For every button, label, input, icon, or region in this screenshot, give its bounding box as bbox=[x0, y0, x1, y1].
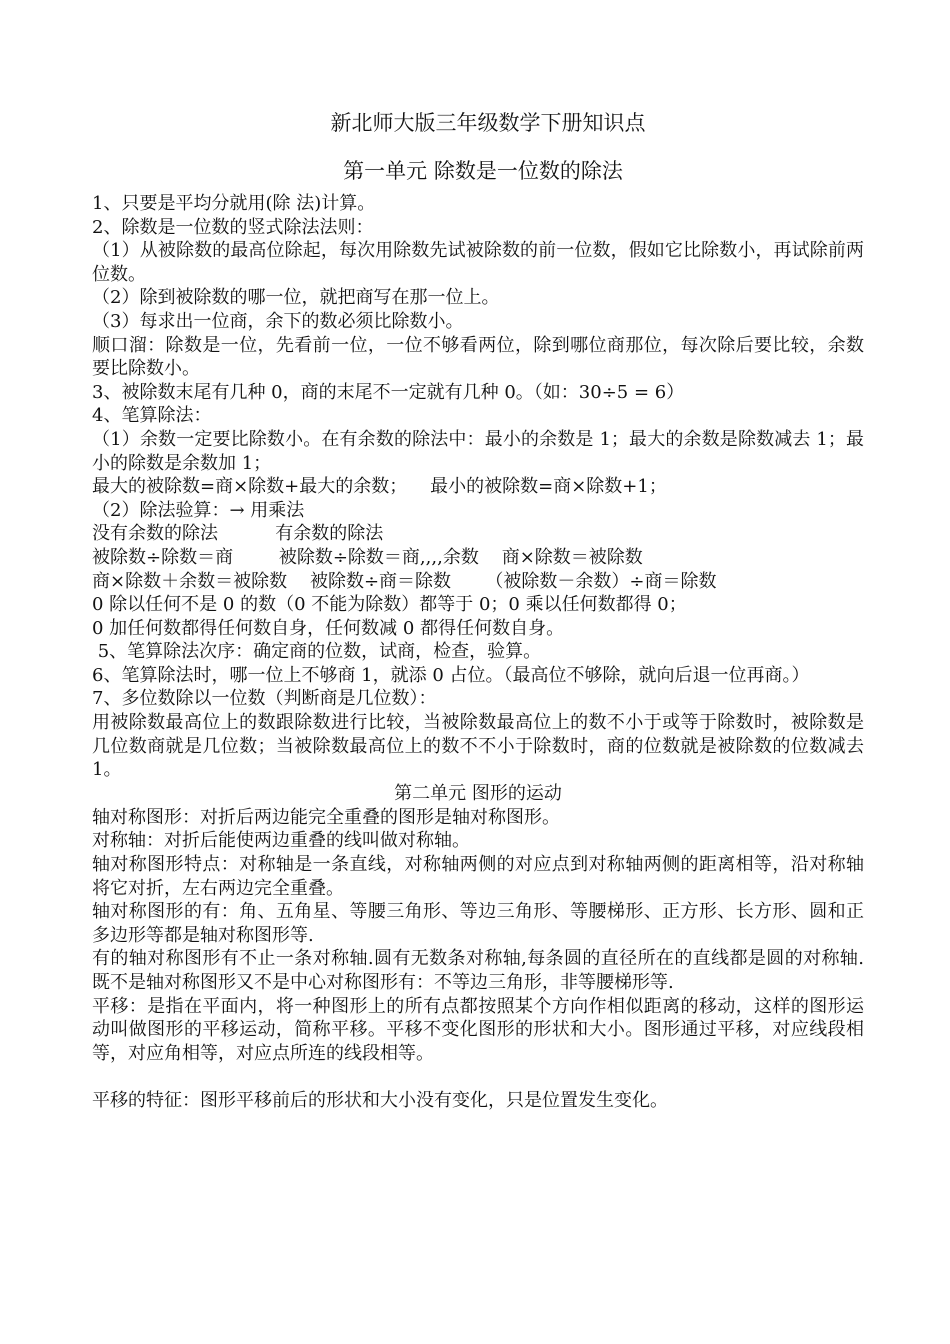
u2-line-5: 有的轴对称图形有不止一条对称轴.圆有无数条对称轴,每条圆的直径所在的直线都是圆的对称轴.既不是轴对称图形又不是中心对称图形有：不等边三角形，非等腰梯形等. bbox=[92, 948, 864, 993]
u1-line-8: 4、笔算除法： bbox=[92, 405, 212, 427]
u1-line-13: 被除数÷除数＝商 被除数÷除数＝商,,,,余数 商×除数＝被除数 bbox=[92, 546, 643, 568]
u2-line-3: 轴对称图形特点：对称轴是一条直线，对称轴两侧的对应点到对称轴两侧的距离相等，沿对称轴将它对折，左右两边完全重叠。 bbox=[92, 854, 864, 899]
u1-line-1: 1、只要是平均分就用(除 法)计算。 bbox=[92, 193, 376, 214]
u2-line-6: 平移：是指在平面内，将一种图形上的所有点都按照某个方向作相似距离的移动，这样的图形运动叫做图形的平移运动，简称平移。平移不变化图形的形状和大小。图形通过平移，对应线段相等，对应角相等，对应点所连的线段相等。 bbox=[92, 995, 864, 1064]
u1-line-16: 0 加任何数都得任何数自身，任何数减 0 都得任何数自身。 bbox=[92, 617, 565, 639]
unit2-title: 第二单元 图形的运动 bbox=[394, 782, 562, 804]
u1-line-14: 商×除数＋余数＝被除数 被除数÷商＝除数 （被除数－余数）÷商＝除数 bbox=[92, 570, 717, 592]
u2-line-4: 轴对称图形的有：角、五角星、等腰三角形、等边三角形、等腰梯形、正方形、长方形、圆和正多边形等都是轴对称图形等. bbox=[92, 901, 864, 946]
document-page bbox=[92, 108, 864, 1113]
u1-line-18: 6、笔算除法时，哪一位上不够商 1，就添 0 占位。（最高位不够除，就向后退一位再商。） bbox=[92, 664, 810, 686]
u2-line-2: 对称轴：对折后能使两边重叠的线叫做对称轴。 bbox=[92, 830, 470, 852]
document-title: 新北师大版三年级数学下册知识点 bbox=[330, 111, 646, 135]
blank-line bbox=[92, 1065, 864, 1089]
u1-line-3: （1）从被除数的最高位除起，每次用除数先试被除数的前一位数，假如它比除数小，再试除前两位数。 bbox=[92, 240, 864, 285]
u1-line-12: 没有余数的除法 有余数的除法 bbox=[92, 523, 384, 545]
u1-line-7: 3、被除数末尾有几种 0，商的末尾不一定就有几种 0。（如：30÷5 = 6） bbox=[92, 381, 685, 403]
u1-line-11: （2）除法验算：→ 用乘法 bbox=[92, 499, 305, 521]
u1-line-20: 用被除数最高位上的数跟除数进行比较，当被除数最高位上的数不小于或等于除数时，被除数是几位数商就是几位数；当被除数最高位上的数不不小于除数时，商的位数就是被除数的位数减去 1。 bbox=[92, 712, 864, 781]
u1-line-17: 5、笔算除法次序：确定商的位数，试商，检查，验算。 bbox=[92, 641, 542, 663]
unit1-title: 第一单元 除数是一位数的除法 bbox=[343, 159, 623, 183]
u1-line-6: 顺口溜：除数是一位，先看前一位，一位不够看两位，除到哪位商那位，每次除后要比较，余数要比除数小。 bbox=[92, 334, 864, 380]
u1-line-5: （3）每求出一位商，余下的数必须比除数小。 bbox=[92, 310, 464, 332]
u1-line-10: 最大的被除数=商×除数+最大的余数； 最小的被除数=商×除数+1； bbox=[92, 476, 667, 498]
u1-line-15: 0 除以任何不是 0 的数（0 不能为除数）都等于 0；0 乘以任何数都得 0； bbox=[92, 594, 687, 616]
u1-line-2: 2、除数是一位数的竖式除法法则： bbox=[92, 216, 374, 238]
u1-line-19: 7、多位数除以一位数（判断商是几位数）： bbox=[92, 688, 437, 710]
u1-line-9: （1）余数一定要比除数小。在有余数的除法中：最小的余数是 1；最大的余数是除数减去 1；最小的除数是余数加 1； bbox=[92, 428, 864, 474]
u1-line-4: （2）除到被除数的哪一位，就把商写在那一位上。 bbox=[92, 287, 500, 309]
u2-line-7: 平移的特征：图形平移前后的形状和大小没有变化，只是位置发生变化。 bbox=[92, 1089, 668, 1111]
u2-line-1: 轴对称图形：对折后两边能完全重叠的图形是轴对称图形。 bbox=[92, 806, 560, 828]
